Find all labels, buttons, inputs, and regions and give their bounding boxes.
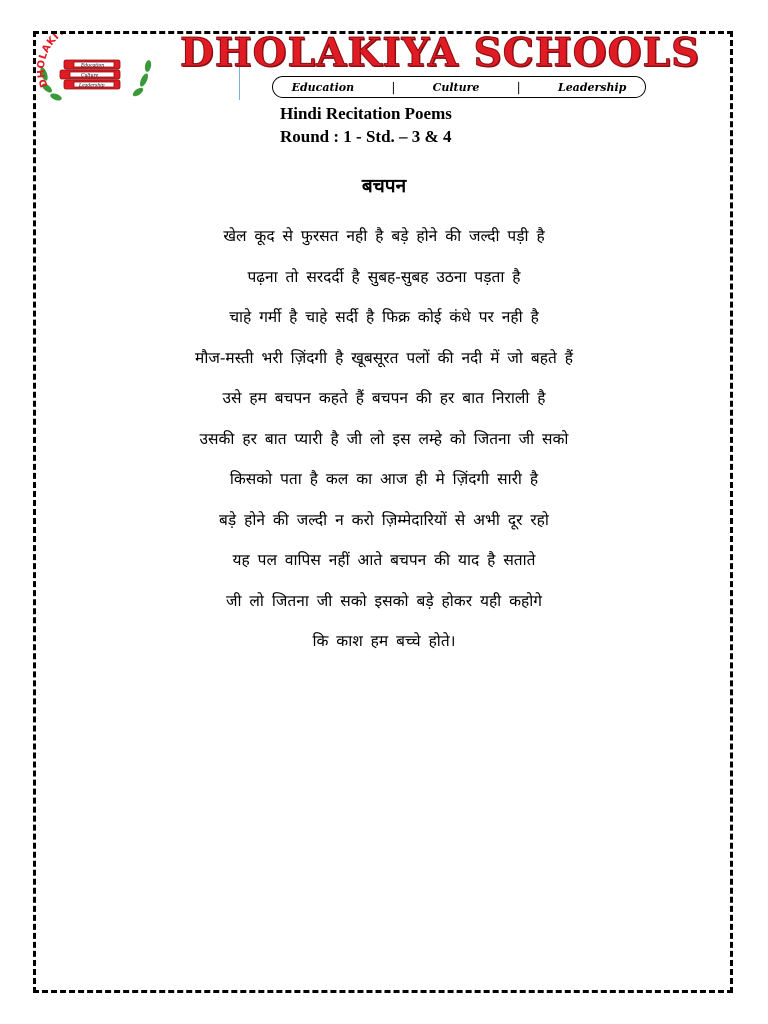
poem-line: पढ़ना तो सरदर्दी है सुबह-सुबह उठना पड़ता है xyxy=(247,267,521,286)
logo-book-label: Leadership xyxy=(79,83,105,89)
poem-line: कि काश हम बच्चे होते। xyxy=(312,632,456,650)
poem-line: यह पल वापिस नहीं आते बचपन की याद है सताते xyxy=(232,551,536,569)
poem-line: खेल कूद से फुरसत नही है बड़े होने की जल्दी पड़ी है xyxy=(223,227,545,245)
poem-line: जी लो जितना जी सको इसको बड़े होकर यही कहोगे xyxy=(225,591,542,610)
poem-line: चाहे गर्मी है चाहे सर्दी है फिक्र कोई कंधे पर नही है xyxy=(229,308,539,326)
school-logo xyxy=(34,34,162,104)
poem-body xyxy=(0,222,768,668)
svg-text:DHOLAKIYA SCHOOLS: DHOLAKI xyxy=(35,34,62,89)
poem-line: किसको पता है कल का आज ही मे ज़िंदगी सारी है xyxy=(229,470,539,488)
document-subheading: Round : 1 - Std. – 3 & 4 xyxy=(280,127,452,146)
poem-line: उसकी हर बात प्यारी है जी लो इस लम्हे को जितना जी सको xyxy=(199,429,569,448)
poem-line: बड़े होने की जल्दी न करो ज़िम्मेदारियों से अभी दूर रहो xyxy=(219,510,549,529)
motto-separator: | xyxy=(391,80,396,94)
motto-culture: Culture xyxy=(432,80,480,94)
document-heading: Hindi Recitation Poems xyxy=(280,104,452,123)
motto-separator: | xyxy=(516,80,521,94)
motto-education: Education xyxy=(291,80,355,94)
school-name: DHOLAKIYA SCHOOLS xyxy=(180,30,701,76)
poem-line: मौज-मस्ती भरी ज़िंदगी है खूबसूरत पलों की नदी में जो बहते हैं xyxy=(195,348,573,367)
poem-line: उसे हम बचपन कहते हैं बचपन की हर बात निराली है xyxy=(222,389,546,407)
school-motto xyxy=(272,76,646,98)
logo-book-label: Education xyxy=(81,63,105,69)
logo-book-label: Culture xyxy=(81,73,99,79)
poem-title: बचपन xyxy=(361,175,407,197)
motto-leadership: Leadership xyxy=(557,80,627,94)
